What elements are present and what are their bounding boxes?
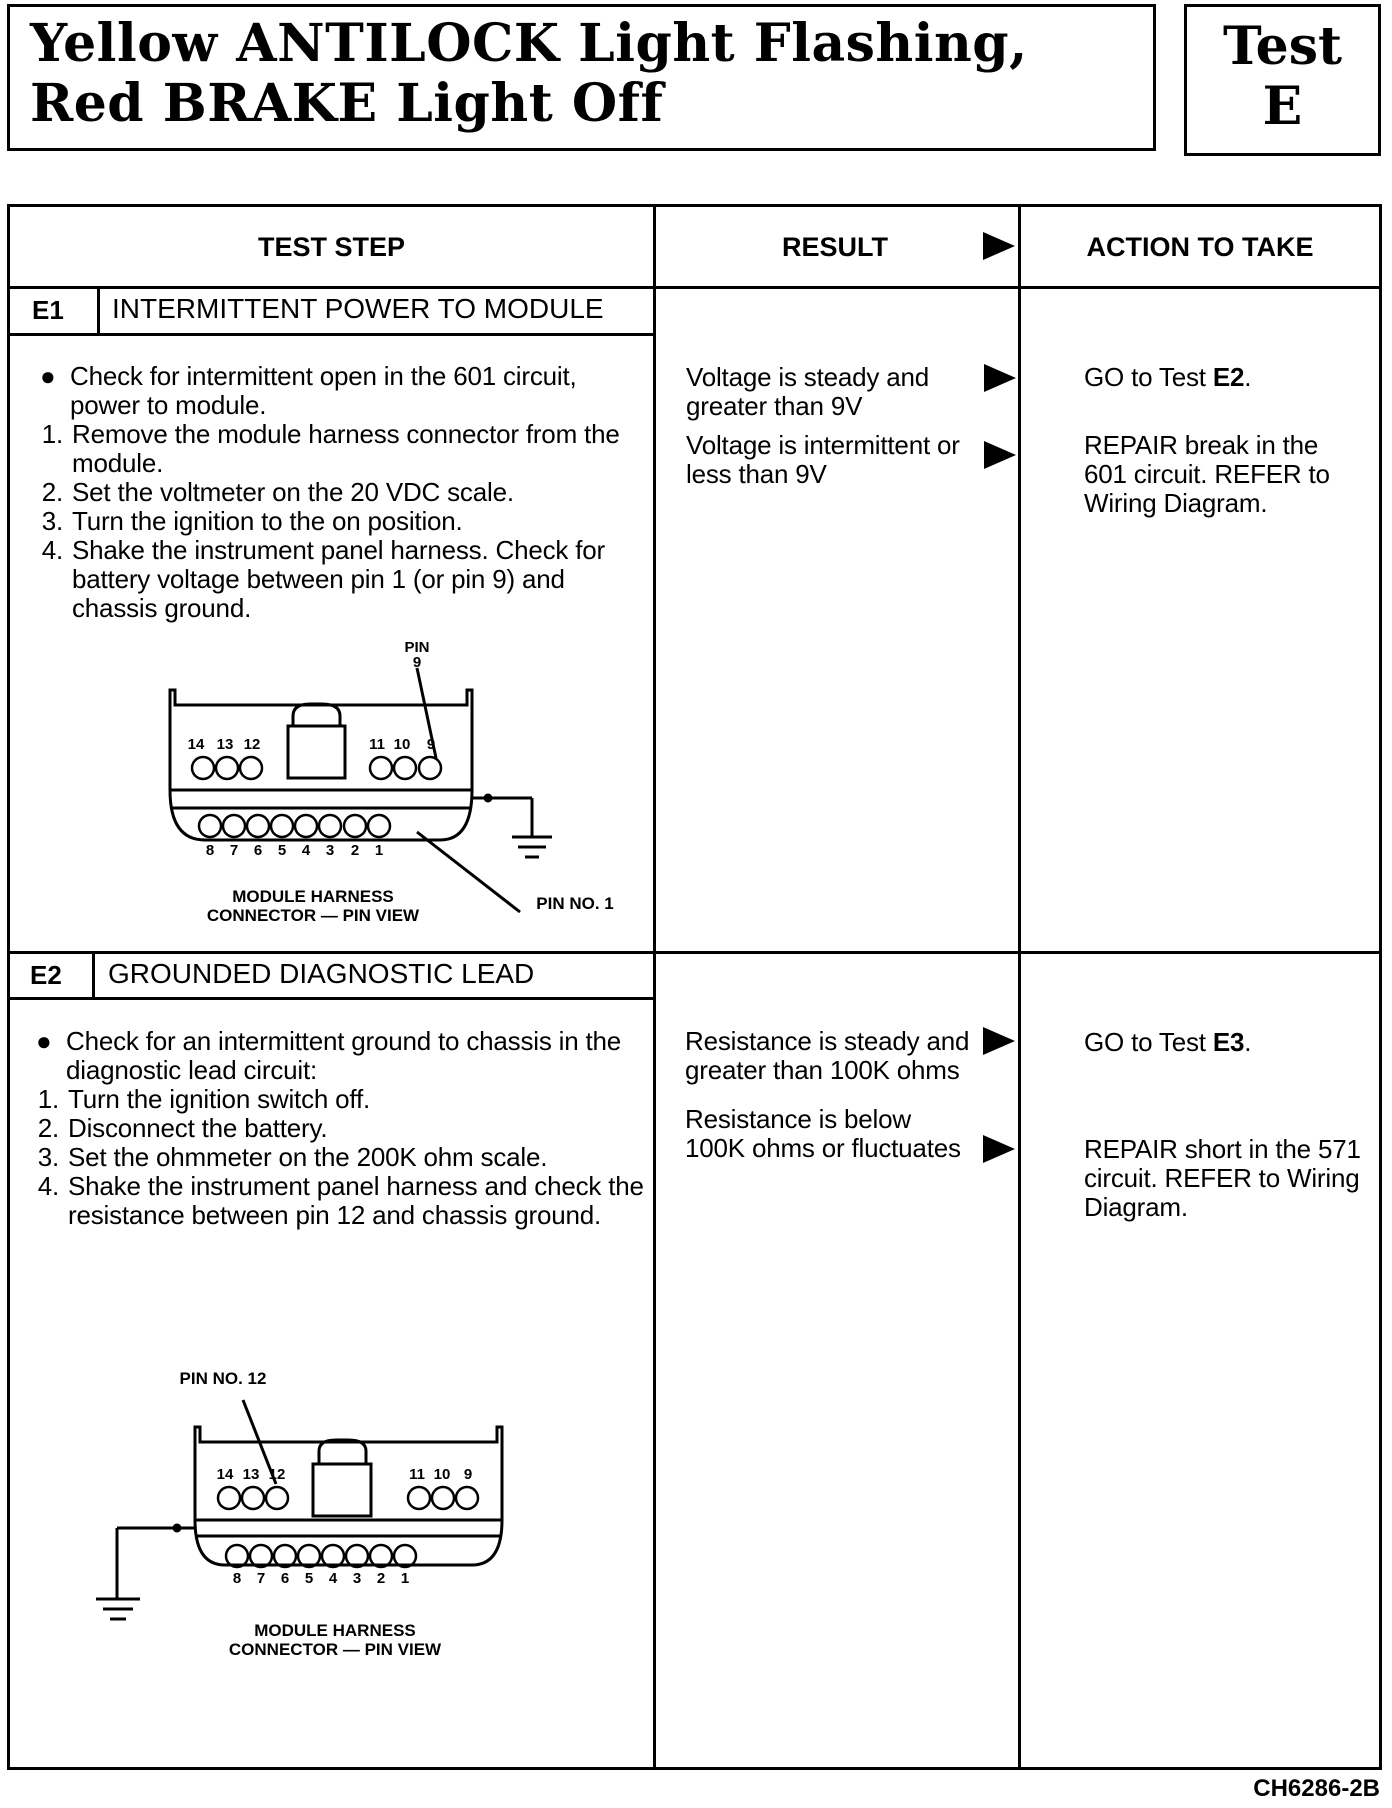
step-e1-result-2: Voltage is intermittent or less than 9V: [686, 430, 960, 489]
pin-10: 10: [433, 1466, 451, 1483]
step-e1-action-1: GO to Test E2.: [1084, 362, 1252, 392]
step-e1-actions: [1084, 363, 1364, 518]
pin-7: 7: [256, 1570, 266, 1587]
page-title: [30, 14, 1028, 134]
result-arrow-icon: [984, 364, 1016, 392]
connector-latch: [288, 726, 345, 778]
pin-circles: [192, 757, 441, 837]
pin-4: 4: [301, 842, 311, 859]
test-id-box: [1184, 4, 1381, 156]
header-action: ACTION TO TAKE: [1086, 232, 1314, 262]
step-e2-action-2: REPAIR short in the 571 circuit. REFER to Wiring Diagram.: [1084, 1134, 1361, 1222]
pin-8: 8: [232, 1570, 242, 1587]
pin-10: 10: [393, 736, 411, 753]
pin-14: 14: [187, 736, 205, 753]
result-arrow-icon: [983, 1135, 1015, 1163]
pin-5: 5: [304, 1570, 314, 1587]
pin-11: 11: [369, 736, 385, 753]
pin-callout: PIN NO. 12: [179, 1369, 267, 1388]
pin-6: 6: [253, 842, 263, 859]
pin-3: 3: [325, 842, 335, 859]
pin-1: 1: [374, 842, 384, 859]
step-e2-label: E2: [30, 960, 62, 990]
pin-12: 12: [268, 1466, 286, 1483]
pin-12: 12: [243, 736, 261, 753]
pin-callout: PIN NO. 1: [536, 894, 614, 913]
pin-4: 4: [328, 1570, 338, 1587]
step-e1-action-2: REPAIR break in the 601 circuit. REFER to Wiring Diagram.: [1084, 430, 1330, 518]
title-line-1: Yellow ANTILOCK Light Flashing,: [30, 13, 1028, 74]
result-arrow-icon: [983, 1027, 1015, 1055]
step-e1-substep-3: 3. Turn the ignition to the on position.: [70, 507, 636, 536]
pin-9: 9: [463, 1466, 473, 1483]
e2-connector-diagram: [80, 1365, 520, 1665]
test-label: Test: [1222, 16, 1343, 77]
step-e2-substep-1: 1. Turn the ignition switch off.: [66, 1085, 644, 1114]
diagram-caption-2: CONNECTOR — PIN VIEW: [206, 906, 420, 925]
pin-5: 5: [277, 842, 287, 859]
step-e2-substep-4: 4. Shake the instrument panel harness and check the resistance between pin 12 and chassis ground.: [66, 1172, 644, 1230]
result-arrow-icon: [984, 441, 1016, 469]
pin-13: 13: [242, 1466, 260, 1483]
pin-13: 13: [216, 736, 234, 753]
pin-1: 1: [400, 1570, 410, 1587]
step-e2-substep-3: 3. Set the ohmmeter on the 200K ohm scale.: [66, 1143, 644, 1172]
pin-8: 8: [205, 842, 215, 859]
step-e2-substep-2: 2. Disconnect the battery.: [66, 1114, 644, 1143]
step-e2-result-2: Resistance is below 100K ohms or fluctuates: [685, 1104, 961, 1163]
pin-2: 2: [350, 842, 360, 859]
step-e2-results: [685, 1027, 975, 1163]
step-e1-substep-4: 4. Shake the instrument panel harness. Check for battery voltage between pin 1 (or pin 9) and chassis ground.: [70, 536, 636, 623]
step-e1-results: [686, 363, 976, 489]
pin-2: 2: [376, 1570, 386, 1587]
bullet-icon: ●: [36, 1026, 52, 1056]
diagram-caption-2: CONNECTOR — PIN VIEW: [228, 1640, 442, 1659]
step-e2-bullet: Check for an intermittent ground to chassis in the diagnostic lead circuit:: [66, 1026, 622, 1085]
result-arrow-icon: [983, 232, 1015, 260]
pin-14: 14: [216, 1466, 234, 1483]
test-letter: E: [1262, 76, 1303, 137]
step-e2-actions: [1084, 1028, 1364, 1222]
header-test-step: TEST STEP: [257, 232, 406, 262]
pin-7: 7: [229, 842, 239, 859]
pin-label-top: PIN: [404, 640, 430, 656]
e1-connector-diagram: [150, 640, 630, 940]
diagram-caption-1: MODULE HARNESS: [232, 887, 394, 906]
diagram-caption-1: MODULE HARNESS: [254, 1621, 416, 1640]
pin-label-num: 9: [412, 654, 422, 671]
step-e1-substep-2: 2. Set the voltmeter on the 20 VDC scale.: [70, 478, 636, 507]
pin-11: 11: [409, 1466, 425, 1483]
step-e1-result-1: Voltage is steady and greater than 9V: [686, 362, 929, 421]
pin-3: 3: [352, 1570, 362, 1587]
step-e1-substep-1: 1. Remove the module harness connector from the module.: [70, 420, 636, 478]
header-result: RESULT: [782, 232, 888, 262]
step-e2-title: GROUNDED DIAGNOSTIC LEAD: [108, 958, 535, 989]
pin-circles: [218, 1487, 478, 1567]
step-e2-action-1: GO to Test E3.: [1084, 1027, 1252, 1057]
step-e1-bullet: Check for intermittent open in the 601 circuit, power to module.: [70, 361, 577, 420]
pin-9: 9: [426, 736, 436, 753]
pin-6: 6: [280, 1570, 290, 1587]
bullet-icon: ●: [40, 361, 56, 391]
document-code: CH6286-2B: [1253, 1775, 1380, 1802]
connector-latch: [313, 1464, 371, 1516]
step-e2-instructions: [32, 1027, 644, 1230]
step-e1-instructions: [36, 362, 636, 623]
title-line-2: Red BRAKE Light Off: [30, 73, 664, 134]
step-e1-title: INTERMITTENT POWER TO MODULE: [112, 293, 604, 324]
step-e1-label: E1: [32, 295, 64, 325]
step-e2-result-1: Resistance is steady and greater than 100K ohms: [685, 1026, 970, 1085]
